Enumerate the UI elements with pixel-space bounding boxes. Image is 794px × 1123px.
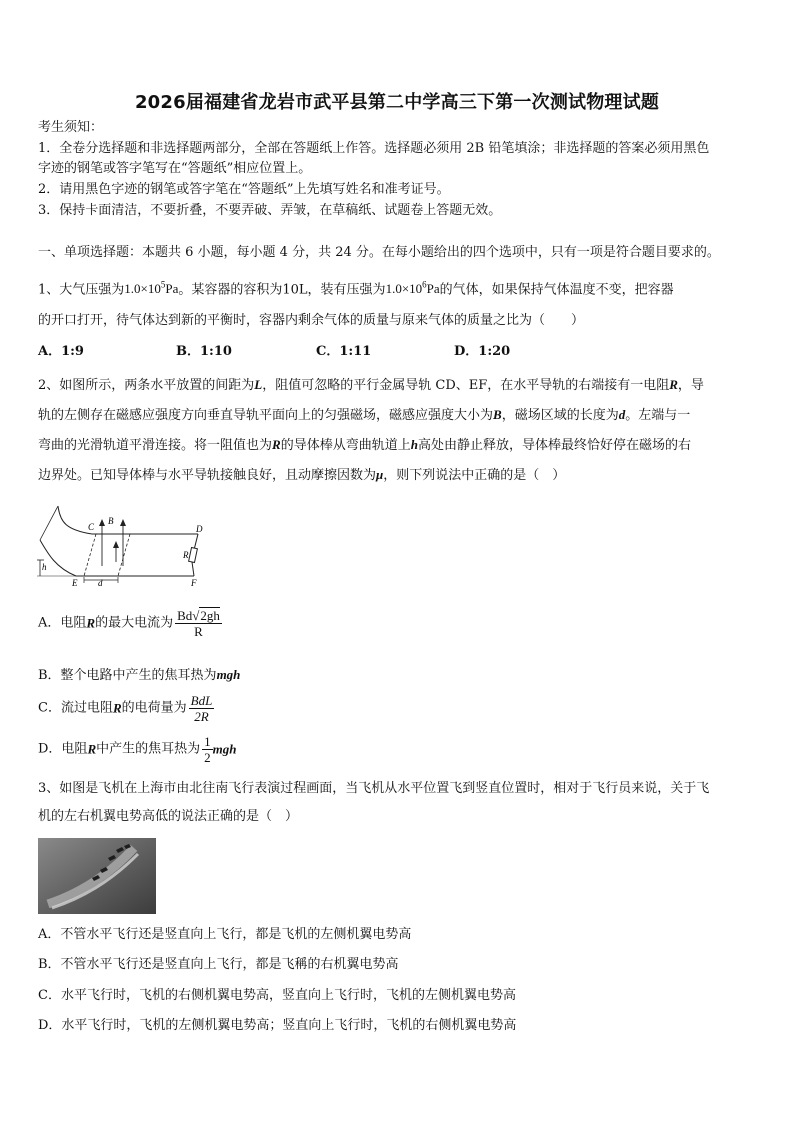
q1-line-2: 的开口打开，待气体达到新的平衡时，容器内剩余气体的质量与原来气体的质量之比为（ ） [38, 313, 585, 328]
page-title: 2026届福建省龙岩市武平县第二中学高三下第一次测试物理试题 [134, 92, 660, 113]
q2-line-2: 轨的左侧存在磁感应强度方向垂直导轨平面向上的匀强磁场，磁感应强度大小为B，磁场区域的长度为d。左端与一 [38, 407, 691, 423]
label-r: R [183, 550, 189, 560]
q1-p1: $1.0\times 10^6Pa$ [385, 280, 440, 297]
q1-option-b[interactable]: B．1:10 [176, 344, 232, 359]
q2-line-3: 弯曲的光滑轨道平滑连接。将一阻值也为R的导体棒从弯曲轨道上h高处由静止释放，导体棒最终恰好停在磁场的右 [38, 437, 691, 453]
q2-line-4: 边界处。已知导体棒与水平导轨接触良好，且动摩擦因数为μ，则下列说法中正确的是（ ） [38, 467, 566, 483]
q2-option-c[interactable]: C．流过电阻R的电荷量为 $\frac{\text{BdL}}{2R}$ [38, 693, 213, 724]
notice-line-2: 2．请用黑色字迹的钢笔或答字笔在“答题纸”上先填写姓名和准考证号。 [38, 182, 450, 197]
q3-option-d[interactable]: D．水平飞行时，飞机的左侧机翼电势高；竖直向上飞行时，飞机的右侧机翼电势高 [38, 1018, 517, 1033]
q2-option-b[interactable]: B．整个电路中产生的焦耳热为mgh [38, 667, 241, 683]
fraction-d: $\frac{1}{2}$ [204, 734, 211, 765]
q3-line-2: 机的左右机翼电势高低的说法正确的是（ ） [38, 809, 299, 824]
q3-option-a[interactable]: A．不管水平飞行还是竖直向上飞行，都是飞机的左侧机翼电势高 [38, 927, 412, 942]
label-d: D [196, 524, 203, 534]
airshow-photo [38, 838, 156, 914]
q1-option-c[interactable]: C．1:11 [316, 344, 372, 359]
notice-heading: 考生须知： [38, 120, 104, 135]
label-b: B [108, 516, 114, 526]
q3-option-c[interactable]: C．水平飞行时，飞机的右侧机翼电势高，竖直向上飞行时，飞机的左侧机翼电势高 [38, 988, 516, 1003]
fraction-a: $\frac{Bd√2gh}{R}$ [177, 608, 220, 639]
label-d-length: d [98, 578, 103, 588]
q2-option-d[interactable]: D．电阻R中产生的焦耳热为 $\frac{1}{2}$ mgh [38, 734, 237, 765]
label-e: E [72, 578, 78, 588]
q2-line-1: 2、如图所示，两条水平放置的间距为L，阻值可忽略的平行金属导轨 CD、EF，在水平导轨的右端接有一电阻R，导 [38, 377, 704, 393]
q1-option-a[interactable]: A．1:9 [38, 344, 84, 359]
q1-p0: $1.0\times 10^5Pa$ [124, 280, 179, 297]
notice-line-1a: 1．全卷分选择题和非选择题两部分，全部在答题纸上作答。选择题必须用 2B 铅笔填涂；非选择题的答案必须用黑色 [38, 141, 710, 156]
q1-option-d[interactable]: D．1:20 [454, 344, 511, 359]
notice-line-3: 3．保持卡面清洁，不要折叠，不要弄破、弄皱，在草稿纸、试题卷上答题无效。 [38, 203, 502, 218]
notice-line-1b: 字迹的钢笔或答字笔写在“答题纸”相应位置上。 [38, 161, 312, 176]
label-c: C [88, 522, 95, 532]
rail-circuit-diagram [36, 500, 216, 590]
q3-line-1: 3、如图是飞机在上海市由北往南飞行表演过程画面，当飞机从水平位置飞到竖直位置时，相对于飞行员来说，关于飞 [38, 781, 710, 796]
label-f: F [191, 578, 197, 588]
fraction-c: $\frac{\text{BdL}}{2R}$ [190, 693, 213, 724]
q3-option-b[interactable]: B．不管水平飞行还是竖直向上飞行，都是飞稱的右机翼电势高 [38, 957, 399, 972]
section-heading: 一、单项选择题：本题共 6 小题，每小题 4 分，共 24 分。在每小题给出的四个选项中，只有一项是符合题目要求的。 [38, 245, 720, 260]
q1-line-1: 1、大气压强为$1.0\times 10^5Pa$。某容器的容积为10L，装有压强为$1.0\times 10^6Pa$的气体，如果保持气体温度不变，把容器 [38, 280, 674, 298]
q2-option-a[interactable]: A．电阻R的最大电流为 $\frac{Bd√2gh}{R}$ [38, 608, 220, 639]
label-h: h [42, 562, 47, 572]
